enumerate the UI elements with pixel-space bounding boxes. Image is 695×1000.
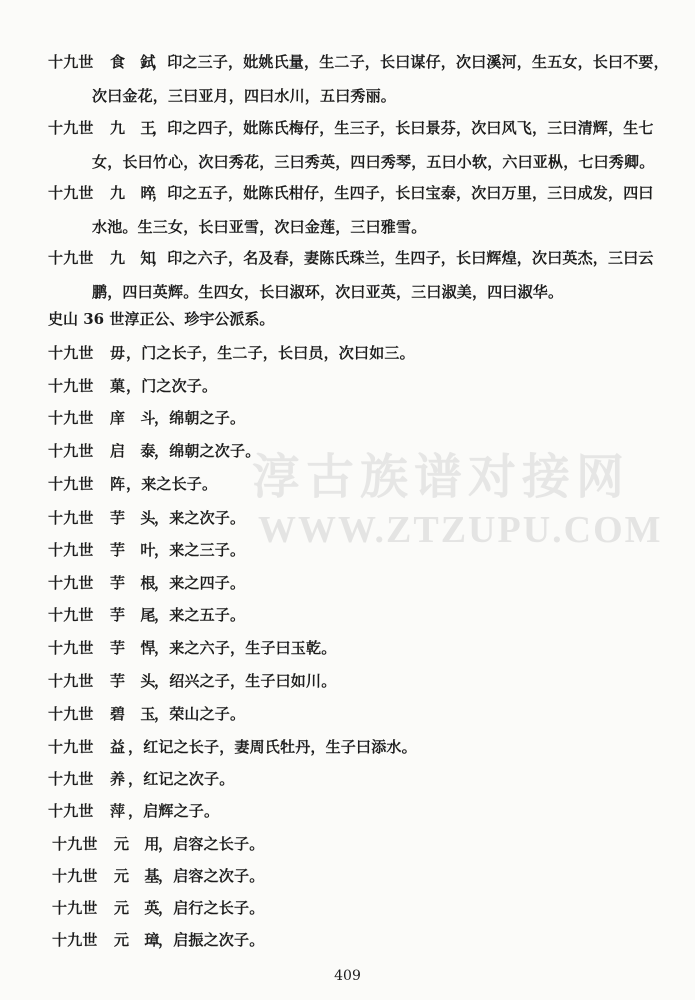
entry-text: ，启行之长子。 [158,899,265,917]
page-number: 409 [334,968,361,984]
generation-label: 十九世 [52,835,98,853]
person-name: 启 泰 [110,442,156,460]
generation-label: 十九世 [48,475,94,493]
entry-continuation: 女，长曰竹心，次曰秀花，三曰秀英，四曰秀琴，五曰小软，六曰亚枞，七曰秀卿。 [92,153,655,171]
person-name: 元 英 [114,899,160,917]
entry-text: ，印之五子，妣陈氏柑仔，生四子，长曰宝泰，次曰万里，三曰成发，四曰 [152,184,654,202]
generation-label: 十九世 [48,606,94,624]
generation-label: 十九世 [48,705,94,723]
person-name: 萍 [110,802,126,820]
person-name: 养 [110,770,126,788]
entry-text: ，红记之长子，妻周氏牡丹，生子曰添水。 [128,738,417,756]
person-name: 芋 悍 [110,639,156,657]
person-name: 毋 [110,344,126,362]
person-name: 元 用 [114,835,160,853]
watermark-url: WWW.ZTZUPU.COM [258,509,663,551]
entry-text: ，印之三子，妣姚氏量，生二子，长曰谋仔，次曰溪河，生五女，长曰不要， [152,53,669,71]
watermark-title: 淳古族谱对接网 [252,449,631,505]
generation-label: 十九世 [48,672,94,690]
entry-text: ，来之四子。 [154,574,246,592]
generation-label: 十九世 [48,344,94,362]
generation-label: 十九世 [48,442,94,460]
entry-text: ，来之六子，生子曰玉乾。 [154,639,337,657]
generation-label: 十九世 [48,377,94,395]
entry-text: ，启容之长子。 [158,835,265,853]
generation-label: 十九世 [48,738,94,756]
entry-text: ，启辉之子。 [128,802,220,820]
generation-label: 十九世 [48,770,94,788]
generation-label: 十九世 [48,249,94,267]
generation-label: 十九世 [52,899,98,917]
entry-text: ，来之五子。 [154,606,246,624]
entry-text: ，红记之次子。 [128,770,235,788]
entry-text: ，绍兴之子，生子曰如川。 [154,672,337,690]
generation-label: 十九世 [48,574,94,592]
person-name: 芋 头 [110,509,156,527]
entry-text: ，启容之次子。 [158,867,265,885]
entry-continuation: 水池。生三女，长曰亚雪，次曰金莲，三曰雅雪。 [92,218,427,236]
entry-continuation: 鹏，四曰英辉。生四女，长曰淑环，次曰亚英，三曰淑美，四曰淑华。 [92,283,564,301]
generation-label: 十九世 [48,509,94,527]
entry-text: ，门之长子，生二子，长曰员，次曰如三。 [126,344,415,362]
entry-text: ，来之三子。 [154,541,246,559]
person-name: 菓 [110,377,126,395]
generation-label: 十九世 [48,409,94,427]
entry-text: ，来之次子。 [154,509,246,527]
entry-text: ，印之四子，妣陈氏梅仔，生三子，长曰景芬，次曰风飞，三曰清辉，生七 [152,119,654,137]
entry-text: ，门之次子。 [126,377,218,395]
person-name: 九 王 [110,119,156,137]
entry-text: ，荣山之子。 [154,705,246,723]
entry-text: ，绵朝之子。 [154,409,246,427]
generation-label: 十九世 [52,931,98,949]
person-name: 九 晬 [110,184,156,202]
entry-text: ，启振之次子。 [158,931,265,949]
entry-continuation: 次曰金花，三曰亚月，四曰水川，五曰秀丽。 [92,87,397,105]
generation-label: 十九世 [48,119,94,137]
person-name: 芋 头 [110,672,156,690]
entry-text: ，绵朝之次子。 [154,442,261,460]
generation-label: 十九世 [48,541,94,559]
person-name: 九 知 [110,249,156,267]
person-name: 碧 玉 [110,705,156,723]
section-heading: 史山 36 世淳正公、珍宇公派系。 [48,310,275,328]
entry-text: ，印之六子，名及春，妻陈氏珠兰，生四子，长曰辉煌，次曰英杰，三曰云 [152,249,654,267]
person-name: 芋 尾 [110,606,156,624]
person-name: 芋 叶 [110,541,156,559]
generation-label: 十九世 [48,184,94,202]
person-name: 庠 斗 [110,409,156,427]
generation-label: 十九世 [48,639,94,657]
person-name: 元 基 [114,867,160,885]
person-name: 芋 根 [110,574,156,592]
person-name: 阵 [110,475,126,493]
person-name: 食 鉽 [110,53,156,71]
person-name: 益 [110,738,126,756]
generation-label: 十九世 [48,802,94,820]
generation-label: 十九世 [52,867,98,885]
generation-label: 十九世 [48,53,94,71]
entry-text: ，来之长子。 [126,475,218,493]
person-name: 元 璋 [114,931,160,949]
